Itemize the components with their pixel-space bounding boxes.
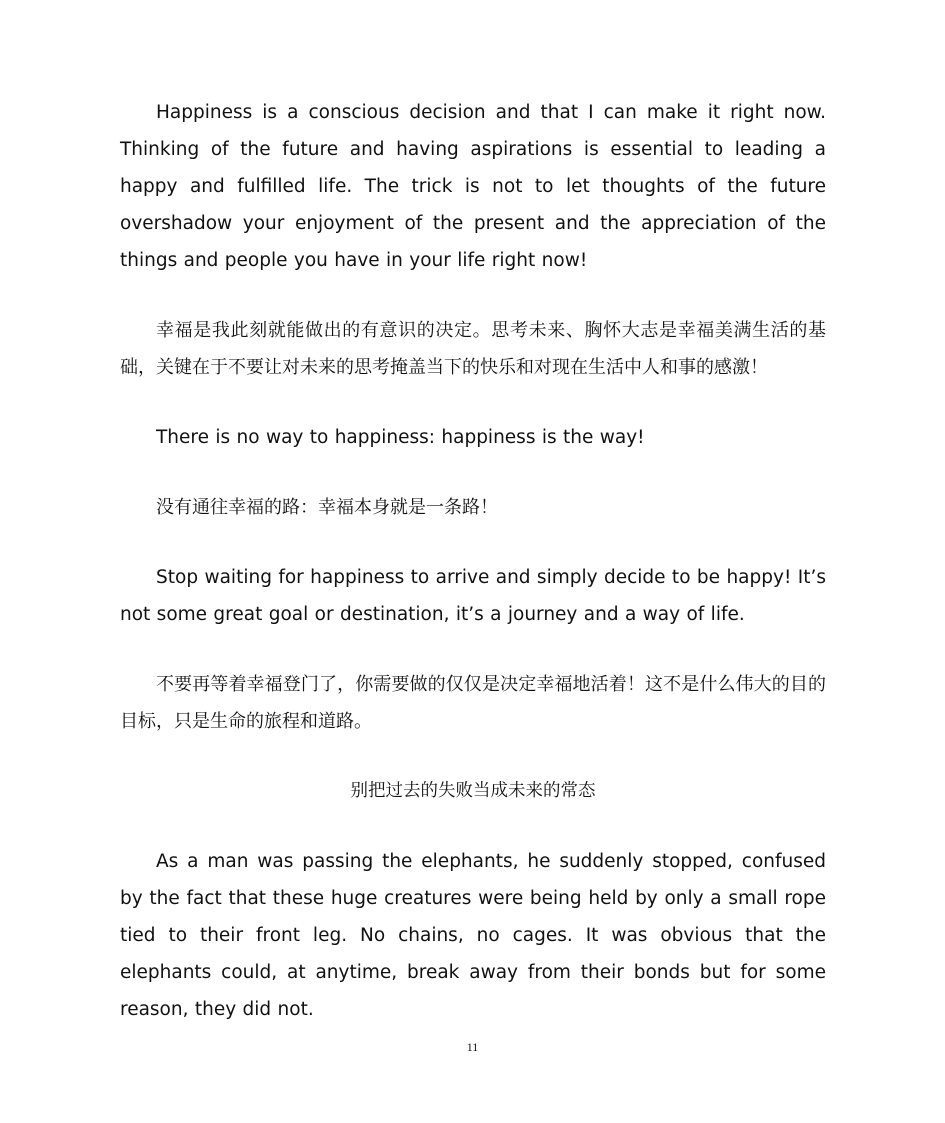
- paragraph-elephant-story: As a man was passing the elephants, he suddenly stopped, confused by the fact that these huge creatures were being held by only a small rope tied to their front leg. No chains, no cages. It was obvious that the elephants could, at anytime, break away from their bonds but for some reason, they did not.: [120, 851, 826, 1020]
- paragraph-stop-waiting-zh: 不要再等着幸福登门了，你需要做的仅仅是决定幸福地活着！这不是什么伟大的目的目标，只是生命的旅程和道路。: [120, 674, 826, 732]
- page-number: 11: [466, 1040, 479, 1054]
- section-title: 别把过去的失败当成未来的常态: [350, 781, 596, 801]
- paragraph-happiness-decision-zh: 幸福是我此刻就能做出的有意识的决定。思考未来、胸怀大志是幸福美满生活的基础，关键在于不要让对未来的思考掩盖当下的快乐和对现在生活中人和事的感激！: [120, 320, 826, 378]
- paragraph-stop-waiting-en: Stop waiting for happiness to arrive and simply decide to be happy! It’s not some great goal or destination, it’s a journey and a way of life.: [120, 567, 826, 625]
- paragraph-way-to-happiness-en: There is no way to happiness: happiness is the way!: [156, 427, 645, 448]
- paragraph-spacer: [120, 810, 826, 843]
- paragraph-spacer: [120, 386, 826, 419]
- paragraph-spacer: [120, 456, 826, 489]
- paragraph-way-to-happiness-zh: 没有通往幸福的路：幸福本身就是一条路！: [156, 497, 498, 518]
- paragraph-spacer: [120, 740, 826, 773]
- paragraph-spacer: [120, 633, 826, 666]
- page-content: [120, 94, 826, 1028]
- paragraph-spacer: [120, 526, 826, 559]
- paragraph-spacer: [120, 279, 826, 312]
- paragraph-happiness-decision-en: Happiness is a conscious decision and that I can make it right now. Thinking of the future and having aspirations is essential to leading a happy and fulfilled life. The trick is not to let thoughts of the future overshadow your enjoyment of the present and the appreciation of the things and people you have in your life right now!: [120, 102, 826, 271]
